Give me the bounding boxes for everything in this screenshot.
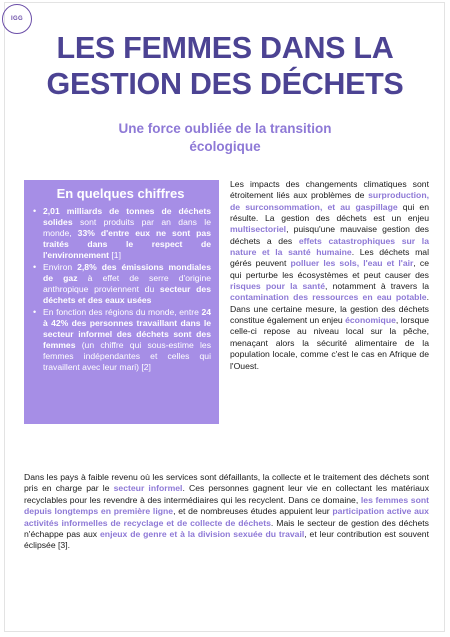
figure-bold: secteur des déchets et des eaux usées [43,284,211,305]
figure-text: à effet de serre d'origine anthropique proviennent du [43,273,211,294]
body-text: . Mais le secteur de gestion des déchets n'échappe pas aux [24,517,429,540]
figure-text: (un chiffre qui sous-estime les femmes indépendantes et celles qui travaillent avec leur mari) [2] [43,340,211,372]
body-text: . Dans une certaine mesure, la gestion des déchets constitue également un enjeu [230,292,429,326]
highlight-text: enjeux de genre et à la division sexuée du travail [100,529,305,540]
key-figures-box [24,180,219,424]
key-figures-list [30,206,211,373]
figure-text: Environ [43,262,78,272]
title-line-2: GESTION DES DÉCHETS [46,67,404,101]
body-text: , ce qui perturbe les écosystèmes et peut causer des [230,258,430,280]
figure-bold: 2,01 milliards de tonnes de déchets solides [43,206,211,227]
highlight-text: contamination des ressources en eau potable [230,292,427,303]
key-figure-item [43,262,211,306]
key-figures-title: En quelques chiffres [56,186,185,201]
page-title [0,30,450,102]
highlight-text: secteur informel [113,483,183,494]
highlight-text: multisectoriel [230,224,287,235]
key-figure-item [43,307,211,373]
page-subtitle [0,120,450,156]
figure-bold: 2,8% des émissions mondiales de gaz [43,262,211,283]
highlight-text: les femmes sont depuis longtemps en première ligne [24,494,429,517]
bottom-paragraph [24,472,429,552]
figure-text: [1] [109,250,121,260]
body-text: Les impacts des changements climatiques sont étroitement liés aux problèmes de [230,179,429,201]
body-text: . Ces personnes gagnent leur vie en collectant les matériaux recyclables pour les revendre à des intermédiaires qui les recyclent. Dans ce domaine, [24,483,430,505]
highlight-text: surproduction, de surconsommation, et au gaspillage [230,190,429,212]
body-text: , puisqu'une mauvaise gestion des déchets a des [230,224,429,246]
body-text: , et leur contribution est souvent éclipsée [3]. [24,529,429,551]
figure-bold: 33% d'entre eux ne sont pas traités dans le respect de l'environnement [43,228,211,260]
highlight-text: participation active aux activités informelles de recyclage et de collecte de déchets [24,506,429,528]
figure-text: En fonction des régions du monde, entre [43,307,202,317]
figure-text: sont produits par an dans le monde, [43,217,211,238]
body-text: Dans les pays à faible revenu où les services sont défaillants, la collecte et le traitement des déchets sont pris en charge par le [24,472,429,494]
logo-text: IGG [11,16,23,22]
highlight-text: économique [345,315,396,326]
figure-bold: 24 à 42% des personnes travaillant dans le secteur informel des déchets sont des femmes [43,307,211,350]
body-text: , lorsque celle-ci repose au niveau local sur la pêche, menaçant alors la sécurité alimentaire de la population locale, comme c'est le cas en Afrique de l'Ouest. [230,315,429,371]
body-text: qui en résulte. La gestion des déchets est un enjeu [230,201,429,224]
right-column-paragraph [230,179,429,372]
subtitle-line-1: Une force oubliée de la transition [118,121,332,136]
highlight-text: risques pour la santé [230,281,325,292]
body-text: , notamment à travers la [325,281,429,292]
highlight-text: polluer les sols, l'eau et l'air [290,258,414,269]
title-line-1: LES FEMMES DANS LA [56,31,394,65]
subtitle-line-2: écologique [189,139,261,154]
key-figure-item [43,206,211,261]
body-text: , et de nombreuses études appuient leur [173,506,333,517]
body-text: . Les déchets mal gérés peuvent [230,247,429,269]
highlight-text: effets catastrophiques sur la nature et la santé humaine [230,235,429,258]
